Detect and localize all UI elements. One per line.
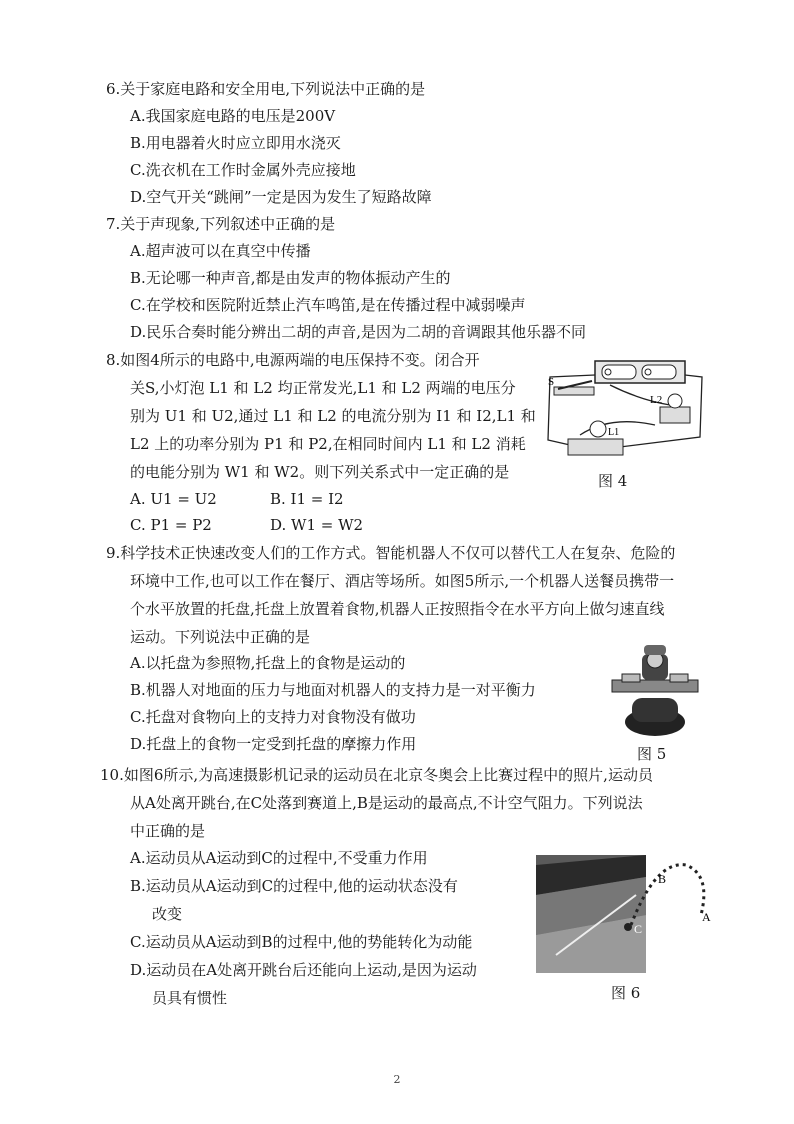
robot-top	[644, 645, 666, 655]
q6-stem: 6.关于家庭电路和安全用电,下列说法中正确的是	[106, 80, 426, 98]
q8-line-3: 别为 U1 和 U2,通过 L1 和 L2 的电流分别为 I1 和 I2,L1 和	[130, 407, 536, 425]
q10-option-d-line-1: D.运动员在A处离开跳台后还能向上运动,是因为运动	[130, 961, 477, 979]
figure-6-ski-jump-photo	[536, 855, 712, 973]
q10-option-a: A.运动员从A运动到C的过程中,不受重力作用	[130, 849, 428, 867]
lamp-l2-base	[660, 407, 690, 423]
q7-option-b: B.无论哪一种声音,都是由发声的物体振动产生的	[130, 269, 451, 287]
q6-option-b: B.用电器着火时应立即用水浇灭	[130, 134, 341, 152]
battery-cell-2	[642, 365, 676, 379]
q10-line-3: 中正确的是	[130, 822, 206, 840]
figure-4-label-l1: L1	[608, 427, 620, 438]
figure-5-robot	[608, 640, 702, 740]
figure-5-caption: 图 5	[637, 745, 667, 763]
tray-food	[670, 674, 688, 682]
q8-option-a: A. U1 = U2	[130, 490, 217, 508]
lamp-l1-base	[568, 439, 623, 455]
q9-option-a: A.以托盘为参照物,托盘上的食物是运动的	[130, 654, 406, 672]
q10-line-2: 从A处离开跳台,在C处落到赛道上,B是运动的最高点,不计空气阻力。下列说法	[130, 794, 643, 812]
q7-option-a: A.超声波可以在真空中传播	[130, 242, 311, 260]
q9-option-d: D.托盘上的食物一定受到托盘的摩擦力作用	[130, 735, 417, 753]
q8-option-d: D. W1 = W2	[270, 516, 364, 534]
athlete-marker	[624, 923, 632, 931]
q8-line-2: 关S,小灯泡 L1 和 L2 均正常发光,L1 和 L2 两端的电压分	[130, 379, 516, 397]
figure-6-label-a: A	[702, 910, 711, 924]
q6-option-a: A.我国家庭电路的电压是200V	[130, 107, 336, 125]
q10-option-c: C.运动员从A运动到B的过程中,他的势能转化为动能	[130, 933, 473, 951]
q9-line-4: 运动。下列说法中正确的是	[130, 628, 311, 646]
tray-food	[622, 674, 640, 682]
q9-option-b: B.机器人对地面的压力与地面对机器人的支持力是一对平衡力	[130, 681, 536, 699]
figure-4-caption: 图 4	[598, 472, 628, 490]
q6-option-d: D.空气开关“跳闸”一定是因为发生了短路故障	[130, 188, 432, 206]
figure-4-label-l2: L2	[650, 394, 663, 406]
q9-line-1: 9.科学技术正快速改变人们的工作方式。智能机器人不仅可以替代工人在复杂、危险的	[106, 544, 676, 562]
q10-option-d-line-2: 员具有惯性	[152, 989, 228, 1007]
figure-4-circuit	[540, 355, 710, 460]
q8-line-5: 的电能分别为 W1 和 W2。则下列关系式中一定正确的是	[130, 463, 510, 481]
page-number: 2	[393, 1073, 401, 1086]
q7-option-c: C.在学校和医院附近禁止汽车鸣笛,是在传播过程中减弱噪声	[130, 296, 526, 314]
q9-option-c: C.托盘对食物向上的支持力对食物没有做功	[130, 708, 416, 726]
q8-line-1: 8.如图4所示的电路中,电源两端的电压保持不变。闭合开	[106, 351, 480, 369]
figure-6-label-c: C	[634, 922, 643, 936]
battery-cell-1	[602, 365, 636, 379]
q10-line-1: 10.如图6所示,为高速摄影机记录的运动员在北京冬奥会上比赛过程中的照片,运动员	[100, 766, 653, 784]
q8-line-4: L2 上的功率分别为 P1 和 P2,在相同时间内 L1 和 L2 消耗	[130, 435, 526, 453]
q8-option-b: B. I1 = I2	[270, 490, 344, 508]
lamp-l1-bulb	[590, 421, 606, 437]
lamp-l2-bulb	[668, 394, 682, 408]
q10-option-b-line-1: B.运动员从A运动到C的过程中,他的运动状态没有	[130, 877, 458, 895]
q8-option-c: C. P1 = P2	[130, 516, 212, 534]
q9-line-2: 环境中工作,也可以工作在餐厅、酒店等场所。如图5所示,一个机器人送餐员携带一	[130, 572, 675, 590]
robot-body	[632, 698, 678, 722]
q7-stem: 7.关于声现象,下列叙述中正确的是	[106, 215, 336, 233]
figure-6-caption: 图 6	[611, 984, 641, 1002]
q9-line-3: 个水平放置的托盘,托盘上放置着食物,机器人正按照指令在水平方向上做匀速直线	[130, 600, 665, 618]
q10-option-b-line-2: 改变	[152, 905, 183, 923]
figure-6-label-b: B	[658, 872, 667, 886]
q6-option-c: C.洗衣机在工作时金属外壳应接地	[130, 161, 356, 179]
q7-option-d: D.民乐合奏时能分辨出二胡的声音,是因为二胡的音调跟其他乐器不同	[130, 323, 587, 341]
figure-4-label-s: S	[548, 376, 555, 388]
